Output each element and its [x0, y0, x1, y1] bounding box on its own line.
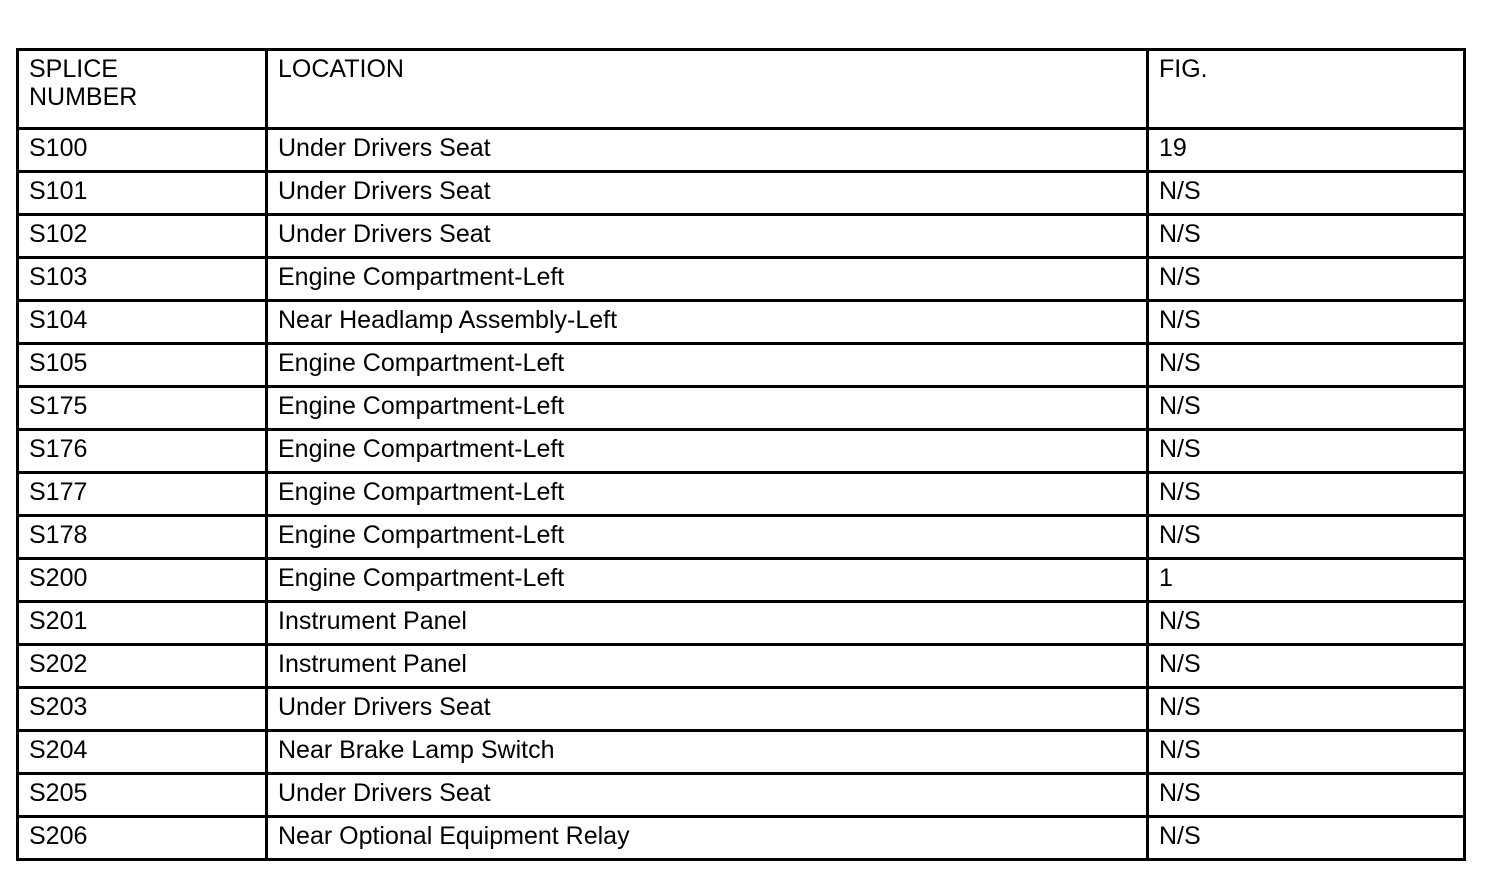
table-row [18, 602, 1465, 645]
table-row [18, 817, 1465, 860]
fig-cell: N/S [1148, 645, 1465, 688]
fig-cell: N/S [1148, 215, 1465, 258]
table-row [18, 215, 1465, 258]
splice-number-cell: S176 [18, 430, 267, 473]
location-cell: Instrument Panel [267, 602, 1148, 645]
table-row [18, 645, 1465, 688]
fig-cell: N/S [1148, 731, 1465, 774]
table-row [18, 473, 1465, 516]
fig-cell: N/S [1148, 430, 1465, 473]
table-row [18, 387, 1465, 430]
splice-number-cell: S201 [18, 602, 267, 645]
splice-number-cell: S103 [18, 258, 267, 301]
table-body [18, 129, 1465, 860]
location-cell: Under Drivers Seat [267, 688, 1148, 731]
table-row [18, 559, 1465, 602]
splice-number-cell: S101 [18, 172, 267, 215]
splice-number-cell: S203 [18, 688, 267, 731]
header-splice-number [18, 50, 267, 129]
location-cell: Engine Compartment-Left [267, 344, 1148, 387]
table-row [18, 731, 1465, 774]
splice-number-cell: S202 [18, 645, 267, 688]
splice-number-cell: S205 [18, 774, 267, 817]
location-cell: Engine Compartment-Left [267, 516, 1148, 559]
header-splice-number-line1: SPLICE [29, 55, 118, 83]
header-location: LOCATION [267, 50, 1148, 129]
table-row [18, 172, 1465, 215]
fig-cell: N/S [1148, 258, 1465, 301]
location-cell: Near Headlamp Assembly-Left [267, 301, 1148, 344]
location-cell: Near Brake Lamp Switch [267, 731, 1148, 774]
table-row [18, 344, 1465, 387]
splice-number-cell: S104 [18, 301, 267, 344]
fig-cell: N/S [1148, 516, 1465, 559]
location-cell: Under Drivers Seat [267, 215, 1148, 258]
fig-cell: 1 [1148, 559, 1465, 602]
fig-cell: N/S [1148, 602, 1465, 645]
location-cell: Engine Compartment-Left [267, 258, 1148, 301]
fig-cell: N/S [1148, 688, 1465, 731]
splice-number-cell: S102 [18, 215, 267, 258]
splice-number-cell: S175 [18, 387, 267, 430]
table-row [18, 516, 1465, 559]
splice-number-cell: S204 [18, 731, 267, 774]
fig-cell: N/S [1148, 817, 1465, 860]
table-row [18, 129, 1465, 172]
table-row [18, 258, 1465, 301]
splice-number-cell: S200 [18, 559, 267, 602]
header-splice-number-line2: NUMBER [29, 83, 138, 111]
splice-number-cell: S206 [18, 817, 267, 860]
table-row [18, 774, 1465, 817]
fig-cell: N/S [1148, 473, 1465, 516]
location-cell: Engine Compartment-Left [267, 387, 1148, 430]
location-cell: Under Drivers Seat [267, 129, 1148, 172]
table-header-row [18, 50, 1465, 129]
location-cell: Under Drivers Seat [267, 172, 1148, 215]
fig-cell: 19 [1148, 129, 1465, 172]
location-cell: Engine Compartment-Left [267, 559, 1148, 602]
table-row [18, 301, 1465, 344]
location-cell: Engine Compartment-Left [267, 473, 1148, 516]
splice-location-table [16, 48, 1466, 861]
splice-number-cell: S105 [18, 344, 267, 387]
splice-number-cell: S100 [18, 129, 267, 172]
table-row [18, 430, 1465, 473]
header-fig: FIG. [1148, 50, 1465, 129]
splice-number-cell: S177 [18, 473, 267, 516]
location-cell: Under Drivers Seat [267, 774, 1148, 817]
location-cell: Engine Compartment-Left [267, 430, 1148, 473]
fig-cell: N/S [1148, 301, 1465, 344]
table-row [18, 688, 1465, 731]
location-cell: Instrument Panel [267, 645, 1148, 688]
location-cell: Near Optional Equipment Relay [267, 817, 1148, 860]
fig-cell: N/S [1148, 774, 1465, 817]
fig-cell: N/S [1148, 172, 1465, 215]
fig-cell: N/S [1148, 344, 1465, 387]
splice-number-cell: S178 [18, 516, 267, 559]
fig-cell: N/S [1148, 387, 1465, 430]
